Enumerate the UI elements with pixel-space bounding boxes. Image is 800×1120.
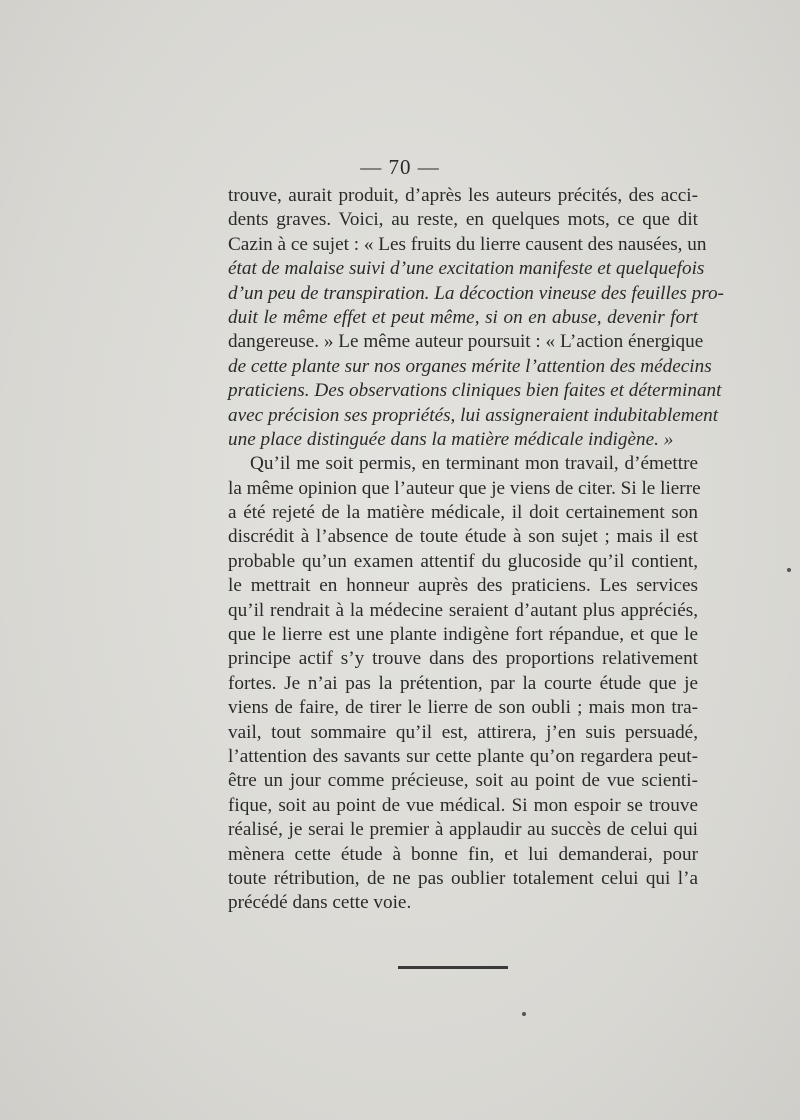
text-line: fortes. Je n’ai pas la prétention, par la courte étude que je [228,672,698,694]
quote-line: duit le même effet et peut même, si on en abuse, devenir fort [228,306,698,328]
text-line: principe actif s’y trouve dans des proportions relativement [228,648,698,670]
text-line: la même opinion que l’auteur que je viens de citer. Si le lierre [228,477,701,499]
quote-line: avec précision ses propriétés, lui assigneraient indubitablement [228,404,719,426]
text-line: que le lierre est une plante indigène fort répandue, et que le [228,624,698,646]
text-line: vail, tout sommaire qu’il est, attirera, j’en suis persuadé, [228,721,698,743]
text-line: précédé dans cette voie. [228,892,412,914]
body-text [228,184,724,916]
text-line: discrédit à l’absence de toute étude à son sujet ; mais il est [228,526,698,548]
text-line: mènera cette étude à bonne fin, et lui demanderai, pour [228,843,698,865]
text-line: le mettrait en honneur auprès des praticiens. Les services [228,575,698,597]
quote-line: d’un peu de transpiration. La décoction vineuse des feuilles pro- [228,282,724,304]
text-line: fique, soit au point de vue médical. Si mon espoir se trouve [228,794,698,816]
text-line: dangereuse. » Le même auteur poursuit : « L’action énergique [228,331,704,353]
text-line: être un jour comme précieuse, soit au point de vue scienti- [228,770,698,792]
text-line: l’attention des savants sur cette plante qu’on regardera peut- [228,745,698,767]
quote-line: de cette plante sur nos organes mérite l’attention des médecins [228,355,712,377]
text-line: trouve, aurait produit, d’après les auteurs précités, des acci- [228,185,698,206]
text-line: dents graves. Voici, au reste, en quelques mots, ce que dit [228,209,698,231]
text-line: qu’il rendrait à la médecine seraient d’autant plus appréciés, [228,599,698,621]
text-line: réalisé, je serai le premier à applaudir au succès de celui qui [228,819,698,841]
text-line: probable qu’un examen attentif du glucoside qu’il contient, [228,550,698,572]
paragraph-start-line: Qu’il me soit permis, en terminant mon travail, d’émettre [250,453,698,475]
paper-speck [787,568,791,572]
paper-speck [522,1012,526,1016]
text-line: a été rejeté de la matière médicale, il doit certainement son [228,502,698,524]
closing-rule [398,966,508,969]
text-line: toute rétribution, de ne pas oublier totalement celui qui l’a [228,867,698,889]
page-number-header: — 70 — [360,155,440,179]
text-line: Cazin à ce sujet : « Les fruits du lierre causent des nausées, un [228,233,707,255]
text-line: viens de faire, de tirer le lierre de son oubli ; mais mon tra- [228,697,698,719]
quote-line: praticiens. Des observations cliniques bien faites et déterminant [228,380,722,402]
quote-line: état de malaise suivi d’une excitation manifeste et quelquefois [228,258,705,280]
quote-line: une place distinguée dans la matière médicale indigène. » [228,428,674,450]
